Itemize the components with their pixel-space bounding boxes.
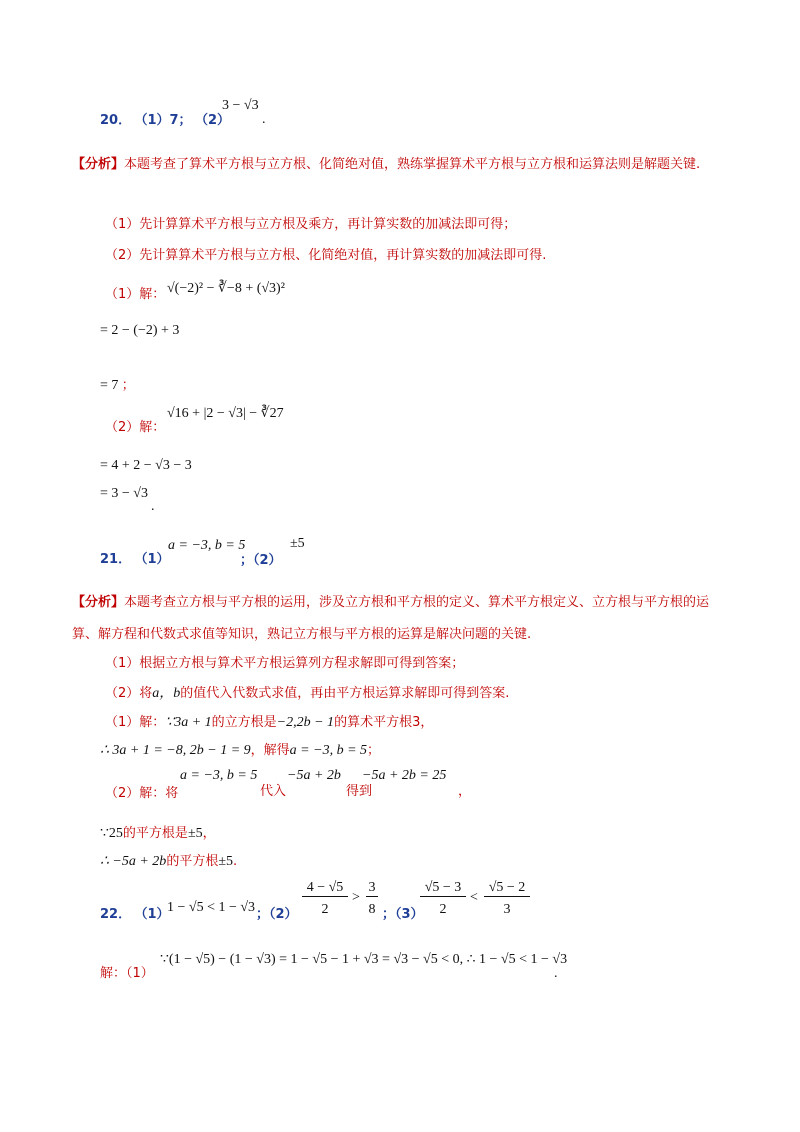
- q21-sol1-l2-expr: ∴ 3a + 1 = −8, 2b − 1 = 9: [100, 743, 251, 758]
- q21-sol1-l2-result: a = −3, b = 5: [289, 743, 368, 758]
- q22-answer2-denominator: 2: [321, 902, 329, 917]
- q21-step2-b: 的值代入代数式求值，再由平方根运算求解即可得到答案.: [180, 686, 510, 701]
- q22-answer2-right-denominator: 8: [368, 902, 376, 917]
- q22-header: [100, 903, 170, 922]
- q20-number: 20．: [100, 113, 132, 128]
- q22-part2-label: ；（2）: [256, 907, 298, 922]
- q20-sol1-line3: [100, 374, 135, 394]
- q22-answer2-operator: >: [352, 890, 360, 905]
- q21-sol1-line1: [105, 711, 433, 731]
- q21-sol2-end: ，: [458, 784, 472, 799]
- q20-header: [100, 109, 230, 128]
- q21-answer2: ±5: [290, 536, 305, 551]
- q21-sol2-text1: 代入: [260, 784, 287, 799]
- q22-answer2-right-numerator: 3: [366, 880, 378, 897]
- q20-sol2-end: .: [151, 499, 155, 514]
- q21-sol2-result: −5a + 2b = 25: [362, 768, 447, 783]
- q20-sol2-label: （2）解：: [105, 420, 166, 435]
- q20-part1: （1）7；: [134, 113, 192, 128]
- q22-answer3-denominator: 2: [439, 902, 447, 917]
- q21-part1-label: （1）: [134, 552, 170, 567]
- q20-sol2-expr: √16 + |2 − √3| − ∛27: [167, 406, 284, 421]
- q21-sol2-text2: 得到: [346, 784, 373, 799]
- q22-answer3-right-denominator: 3: [503, 902, 511, 917]
- q20-sol2-line2: = 4 + 2 − √3 − 3: [100, 458, 192, 473]
- q21-sol1-expr1: ∵3a + 1: [165, 715, 212, 730]
- q22-solution-expr: ∵(1 − √5) − (1 − √3) = 1 − √5 − 1 + √3 = √3 − √5 < 0, ∴ 1 − √5 < 1 − √3: [160, 952, 568, 967]
- q20-sol1-result-end: ；: [121, 378, 135, 393]
- q21-sol2-line2: [100, 822, 216, 842]
- q22-solution-end: .: [554, 966, 558, 981]
- q21-part2-label: ；（2）: [240, 553, 282, 568]
- q21-sol1-line2: [100, 739, 380, 759]
- q21-sol1-l2-end: ；: [367, 743, 381, 758]
- q22-number: 22．: [100, 907, 132, 922]
- q20-step2: （2）先计算算术平方根与立方根、化简绝对值，再计算实数的加减法即可得.: [105, 248, 547, 263]
- q21-sol2-line3: [100, 850, 237, 870]
- q20-analysis-tag: 【分析】: [72, 157, 125, 172]
- q21-sol1-text1: 的立方根是: [211, 715, 277, 730]
- q21-sol2-l3-expr: ∴ −5a + 2b: [100, 854, 167, 869]
- q20-sol2-line3: = 3 − √3: [100, 486, 148, 501]
- q22-answer3-numerator: √5 − 3: [420, 880, 466, 897]
- q22-answer3-right-numerator: √5 − 2: [484, 880, 530, 897]
- q21-sol2-values: a = −3, b = 5: [180, 768, 258, 783]
- q21-sol2-l2-result: ±5: [187, 826, 203, 841]
- q20-analysis-text: 本题考查了算术平方根与立方根、化简绝对值，熟练掌握算术平方根与立方根和运算法则是解题关键.: [124, 157, 701, 172]
- q22-part3-label: ；（3）: [382, 907, 424, 922]
- q20-sol1-label: （1）解：: [105, 287, 166, 302]
- q20-answer-end: .: [262, 112, 266, 127]
- q21-step1: （1）根据立方根与算术平方根运算列方程求解即可得到答案；: [105, 656, 465, 671]
- q21-sol1-text2: 的算术平方根3，: [334, 715, 434, 730]
- q22-part1-label: （1）: [134, 907, 170, 922]
- q21-sol2-l2-end: ，: [202, 826, 216, 841]
- q20-sol1-result: = 7: [100, 378, 119, 393]
- q21-analysis: [72, 586, 732, 650]
- q21-sol1-expr2: −2,2b − 1: [276, 715, 335, 730]
- q20-answer2: 3 − √3: [222, 98, 259, 113]
- q21-step2: [105, 682, 509, 702]
- q22-answer2-numerator: 4 − √5: [302, 880, 348, 897]
- q21-sol2-expr: −5a + 2b: [287, 768, 341, 783]
- q21-number: 21．: [100, 552, 132, 567]
- q22-answer3-operator: <: [470, 890, 478, 905]
- q21-analysis-text: 本题考查立方根与平方根的运用，涉及立方根和平方根的定义、算术平方根定义、立方根与平方根的运算、解方程和代数式求值等知识，熟记立方根与平方根的运算是解决问题的关键.: [72, 595, 710, 642]
- q21-sol1-label: （1）解：: [105, 715, 166, 730]
- q21-step2-a: （2）将: [105, 686, 153, 701]
- q21-sol2-l2-expr: ∵25: [100, 826, 123, 841]
- q21-sol2-l3-end: .: [233, 854, 238, 869]
- q21-sol1-l2-text: ，解得: [250, 743, 290, 758]
- q21-sol2-l3-text: 的平方根: [166, 854, 219, 869]
- q20-sol1-expr: √(−2)² − ∛−8 + (√3)²: [167, 281, 285, 296]
- q22-answer1: 1 − √5 < 1 − √3: [167, 900, 256, 915]
- q21-sol2-l2-text: 的平方根是: [122, 826, 188, 841]
- q21-sol2-l3-result: ±5: [218, 854, 234, 869]
- q21-step2-vars: a，b: [152, 686, 181, 701]
- q20-sol1-line2: = 2 − (−2) + 3: [100, 323, 180, 338]
- q20-part2-label: （2）: [194, 113, 230, 128]
- q20-analysis: [72, 148, 732, 180]
- q20-step1: （1）先计算算术平方根与立方根及乘方，再计算实数的加减法即可得；: [105, 217, 517, 232]
- q21-answer1: a = −3, b = 5: [168, 538, 246, 553]
- q21-sol2-label: （2）解：将: [105, 786, 179, 801]
- q21-header: [100, 548, 170, 567]
- q21-analysis-tag: 【分析】: [72, 595, 125, 610]
- q22-solution-label: 解：（1）: [100, 966, 154, 981]
